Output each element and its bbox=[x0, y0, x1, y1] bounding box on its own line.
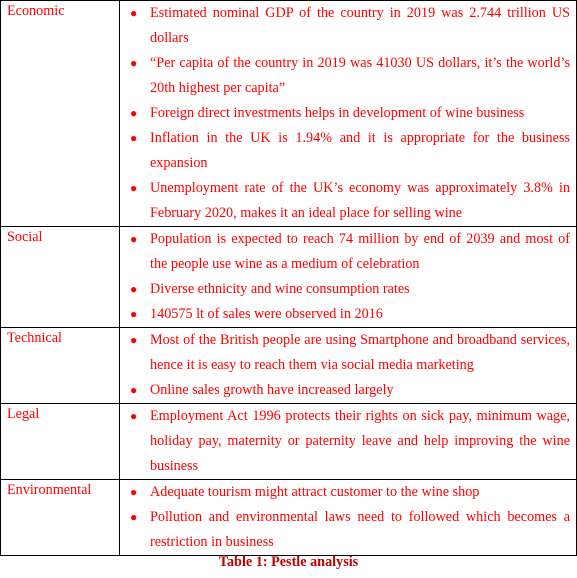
list-item-text: Foreign direct investments helps in development of wine business bbox=[150, 105, 525, 121]
bullet-list bbox=[120, 328, 570, 403]
bullet-icon: ● bbox=[130, 333, 138, 347]
list-item bbox=[120, 176, 570, 226]
bullet-icon: ● bbox=[130, 282, 138, 296]
table-row bbox=[1, 480, 577, 556]
list-item bbox=[120, 101, 570, 126]
list-item-text: Population is expected to reach 74 million by end of 2039 and most of the people use wine as a medium of celebration bbox=[150, 231, 570, 272]
bullet-list bbox=[120, 404, 570, 479]
pestle-table-body bbox=[1, 1, 577, 556]
list-item-text: Estimated nominal GDP of the country in 2019 was 2.744 trillion US dollars bbox=[150, 5, 570, 46]
list-item bbox=[120, 51, 570, 101]
bullet-icon: ● bbox=[130, 181, 138, 195]
list-item-text: Unemployment rate of the UK’s economy was approximately 3.8% in February 2020, makes it an ideal place for selling wine bbox=[150, 180, 570, 221]
list-item-text: Adequate tourism might attract customer to the wine shop bbox=[150, 484, 480, 500]
list-item-text: Diverse ethnicity and wine consumption rates bbox=[150, 281, 410, 297]
bullet-icon: ● bbox=[130, 56, 138, 70]
table-row bbox=[1, 328, 577, 404]
bullet-icon: ● bbox=[130, 131, 138, 145]
list-item-text: 140575 lt of sales were observed in 2016 bbox=[150, 306, 383, 322]
bullet-icon: ● bbox=[130, 106, 138, 120]
points-cell bbox=[120, 404, 577, 480]
factor-cell: Legal bbox=[1, 404, 120, 480]
factor-cell: Environmental bbox=[1, 480, 120, 556]
list-item bbox=[120, 126, 570, 176]
points-cell bbox=[120, 328, 577, 404]
bullet-list bbox=[120, 227, 570, 327]
points-cell bbox=[120, 1, 577, 227]
bullet-icon: ● bbox=[130, 6, 138, 20]
list-item-text: Pollution and environmental laws need to followed which becomes a restriction in business bbox=[150, 509, 570, 550]
list-item-text: “Per capita of the country in 2019 was 41030 US dollars, it’s the world’s 20th highest per capita” bbox=[150, 55, 570, 96]
bullet-list bbox=[120, 480, 570, 555]
list-item bbox=[120, 378, 570, 403]
list-item-text: Inflation in the UK is 1.94% and it is appropriate for the business expansion bbox=[150, 130, 570, 171]
bullet-icon: ● bbox=[130, 383, 138, 397]
list-item-text: Employment Act 1996 protects their rights on sick pay, minimum wage, holiday pay, maternity or paternity leave and help improving the wine business bbox=[150, 408, 570, 474]
factor-cell: Economic bbox=[1, 1, 120, 227]
factor-cell: Social bbox=[1, 227, 120, 328]
list-item bbox=[120, 480, 570, 505]
list-item bbox=[120, 227, 570, 277]
list-item bbox=[120, 277, 570, 302]
table-row bbox=[1, 1, 577, 227]
points-cell bbox=[120, 480, 577, 556]
list-item bbox=[120, 404, 570, 479]
bullet-list bbox=[120, 1, 570, 226]
bullet-icon: ● bbox=[130, 510, 138, 524]
points-cell bbox=[120, 227, 577, 328]
list-item bbox=[120, 302, 570, 327]
factor-cell: Technical bbox=[1, 328, 120, 404]
list-item bbox=[120, 328, 570, 378]
list-item bbox=[120, 1, 570, 51]
table-row bbox=[1, 404, 577, 480]
bullet-icon: ● bbox=[130, 485, 138, 499]
table-row bbox=[1, 227, 577, 328]
list-item-text: Most of the British people are using Smartphone and broadband services, hence it is easy to reach them via social media marketing bbox=[150, 332, 570, 373]
bullet-icon: ● bbox=[130, 409, 138, 423]
list-item-text: Online sales growth have increased largely bbox=[150, 382, 394, 398]
list-item bbox=[120, 505, 570, 555]
bullet-icon: ● bbox=[130, 232, 138, 246]
bullet-icon: ● bbox=[130, 307, 138, 321]
table-caption: Table 1: Pestle analysis bbox=[218, 554, 359, 570]
